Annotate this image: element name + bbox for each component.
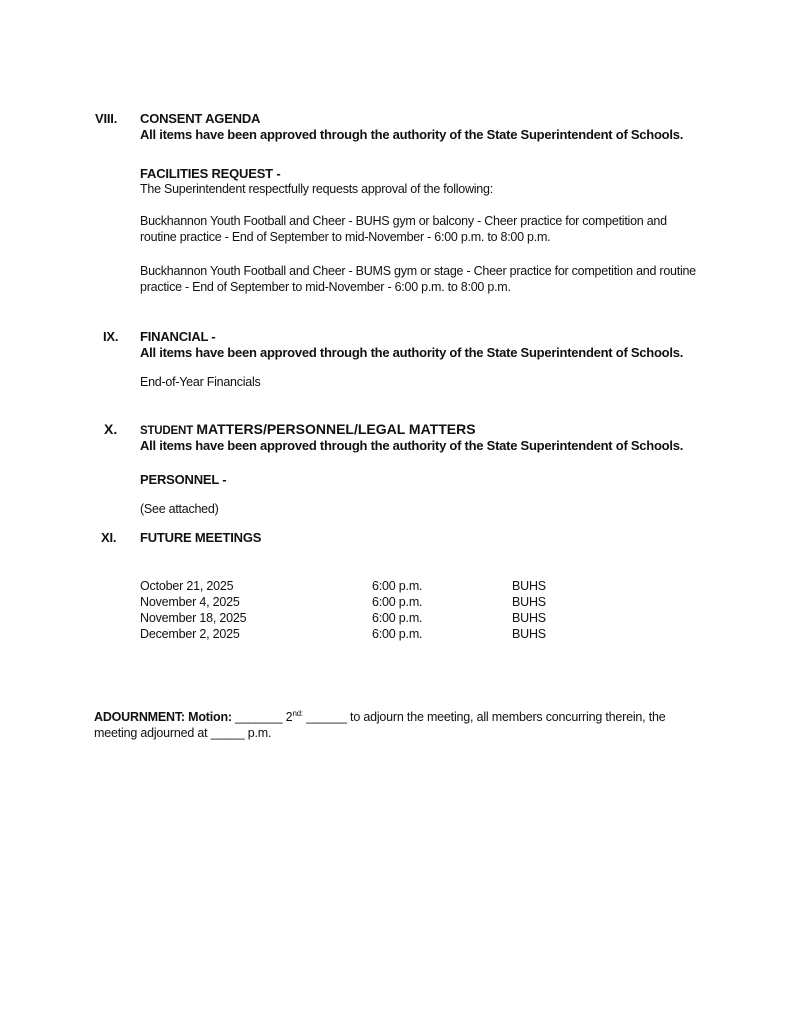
financials-item: End-of-Year Financials (140, 375, 261, 389)
meeting-date: October 21, 2025 (140, 579, 234, 593)
second-label (286, 710, 303, 724)
personnel-title: PERSONNEL - (140, 472, 227, 487)
second-blank: ______ (306, 710, 347, 724)
adjournment-label: ADOURNMENT: Motion: (94, 710, 232, 724)
meeting-date: November 18, 2025 (140, 611, 247, 625)
section-ix-note: All items have been approved through the authority of the State Superintendent of Schools. (140, 345, 684, 360)
adjournment-text: to adjourn the meeting, all members concurring therein, the meeting adjourned at (94, 710, 666, 740)
section-viii-number: VIII. (95, 111, 118, 126)
meeting-location: BUHS (512, 579, 546, 593)
meeting-time: 6:00 p.m. (372, 595, 423, 609)
section-xi-number: XI. (101, 530, 117, 545)
meeting-time: 6:00 p.m. (372, 627, 423, 641)
section-x-number: X. (104, 421, 118, 437)
section-viii-note: All items have been approved through the authority of the State Superintendent of Schools. (140, 127, 684, 142)
section-ix-number: IX. (103, 329, 119, 344)
section-x-title-prefix: STUDENT (140, 425, 193, 437)
section-viii-title: CONSENT AGENDA (140, 111, 261, 126)
section-x-title-rest: MATTERS/PERSONNEL/LEGAL MATTERS (196, 421, 476, 437)
meeting-time: 6:00 p.m. (372, 579, 423, 593)
motion-blank: _______ (235, 710, 283, 724)
personnel-item: (See attached) (140, 502, 219, 516)
section-x-note: All items have been approved through the authority of the State Superintendent of Schools. (140, 438, 684, 453)
section-xi-title: FUTURE MEETINGS (140, 530, 262, 545)
meeting-time: 6:00 p.m. (372, 611, 423, 625)
meeting-location: BUHS (512, 627, 546, 641)
adjournment-pm: p.m. (247, 726, 272, 740)
meeting-location: BUHS (512, 611, 546, 625)
second-base: 2 (285, 710, 293, 724)
facilities-request-item: Buckhannon Youth Football and Cheer - BUMS gym or stage - Cheer practice for competition and routine practice - End of September to mid-November - 6:00 p.m. to 8:00 p.m. (140, 264, 696, 294)
meeting-location: BUHS (512, 595, 546, 609)
facilities-request-item: Buckhannon Youth Football and Cheer - BUHS gym or balcony - Cheer practice for competition and routine practice - End of September to mid-November - 6:00 p.m. to 8:00 p.m. (140, 214, 667, 244)
facilities-request-title: FACILITIES REQUEST - (140, 166, 281, 181)
meeting-date: November 4, 2025 (140, 595, 240, 609)
time-blank: _____ (210, 726, 245, 740)
meeting-date: December 2, 2025 (140, 627, 240, 641)
adjournment-paragraph (94, 709, 704, 741)
second-superscript: nd: (292, 708, 303, 718)
facilities-request-intro: The Superintendent respectfully requests approval of the following: (140, 182, 493, 196)
section-ix-title: FINANCIAL - (140, 329, 216, 344)
section-x-title (140, 421, 476, 437)
